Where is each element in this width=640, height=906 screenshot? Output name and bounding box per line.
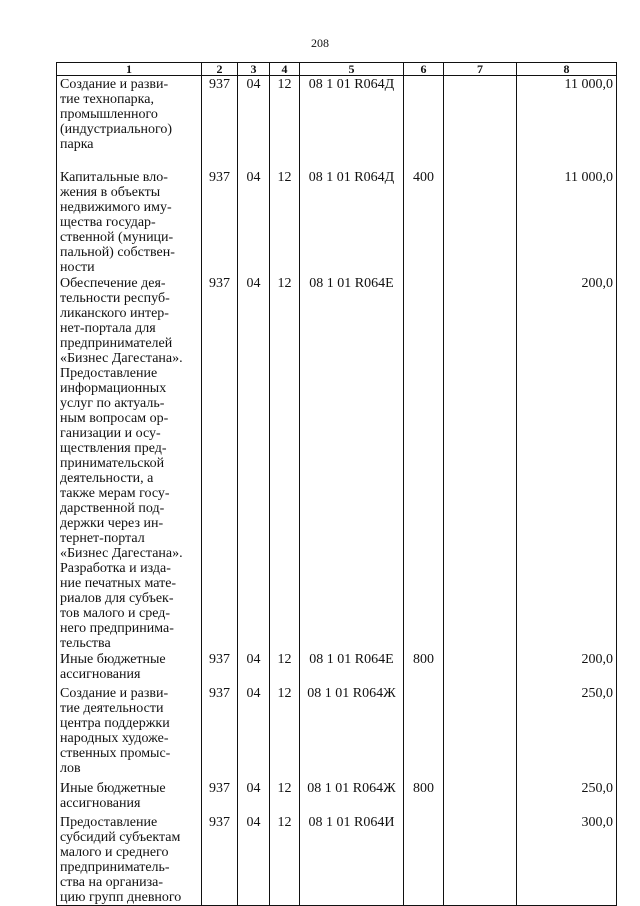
row-code-4-cell-text: 12 bbox=[277, 651, 292, 667]
row-name-cell-text: Иные бюджетные ассигнования bbox=[60, 651, 166, 682]
row-code-4-cell-text: 12 bbox=[277, 685, 292, 701]
row-amount-cell-text: 200,0 bbox=[581, 275, 613, 291]
row-code-2-cell bbox=[202, 76, 238, 169]
row-code-3-cell bbox=[238, 275, 270, 651]
header-cell-5: 5 bbox=[300, 63, 404, 76]
row-amount-cell-text: 200,0 bbox=[581, 651, 613, 667]
row-code-2-cell bbox=[202, 651, 238, 685]
row-amount-cell-text: 11 000,0 bbox=[564, 169, 613, 185]
row-code-6-cell bbox=[404, 814, 444, 906]
row-code-6-cell bbox=[404, 169, 444, 275]
row-amount-cell bbox=[517, 780, 617, 814]
table-row bbox=[57, 651, 617, 685]
row-code-7-cell bbox=[444, 780, 517, 814]
table-body bbox=[57, 76, 617, 906]
row-code-7-cell bbox=[444, 814, 517, 906]
table-row bbox=[57, 76, 617, 169]
row-code-5-cell bbox=[300, 780, 404, 814]
row-code-3-cell bbox=[238, 76, 270, 169]
row-code-4-cell-text: 12 bbox=[277, 77, 292, 92]
row-code-2-cell-text: 937 bbox=[209, 814, 230, 830]
row-code-4-cell bbox=[270, 780, 300, 814]
row-name-cell-text: Создание и разви- тие деятельности центра поддержки народных художе- ственных промыс- лов bbox=[60, 685, 171, 776]
table-row bbox=[57, 780, 617, 814]
row-code-2-cell-text: 937 bbox=[209, 169, 230, 185]
row-code-7-cell bbox=[444, 76, 517, 169]
row-code-3-cell bbox=[238, 814, 270, 906]
header-cell-6: 6 bbox=[404, 63, 444, 76]
row-code-5-cell-text: 08 1 01 R064Д bbox=[308, 77, 395, 92]
row-amount-cell-text: 250,0 bbox=[581, 780, 613, 796]
row-code-2-cell bbox=[202, 275, 238, 651]
row-name-cell bbox=[57, 169, 202, 275]
row-code-4-cell-text: 12 bbox=[277, 169, 292, 185]
header-cell-7: 7 bbox=[444, 63, 517, 76]
row-code-4-cell-text: 12 bbox=[277, 780, 292, 796]
row-name-cell bbox=[57, 685, 202, 780]
row-name-cell bbox=[57, 275, 202, 651]
row-code-2-cell bbox=[202, 814, 238, 906]
row-code-5-cell-text: 08 1 01 R064Е bbox=[309, 651, 394, 667]
row-code-4-cell bbox=[270, 685, 300, 780]
row-code-5-cell bbox=[300, 275, 404, 651]
row-code-5-cell-text: 08 1 01 R064Д bbox=[308, 169, 395, 185]
row-code-3-cell-text: 04 bbox=[246, 169, 261, 185]
row-code-5-cell-text: 08 1 01 R064Ж bbox=[307, 685, 396, 701]
row-code-2-cell-text: 937 bbox=[209, 780, 230, 796]
row-amount-cell bbox=[517, 685, 617, 780]
row-code-3-cell bbox=[238, 685, 270, 780]
row-code-3-cell bbox=[238, 651, 270, 685]
row-amount-cell-text: 11 000,0 bbox=[564, 77, 613, 92]
row-code-7-cell bbox=[444, 275, 517, 651]
row-code-2-cell bbox=[202, 169, 238, 275]
row-code-3-cell-text: 04 bbox=[246, 780, 261, 796]
row-code-3-cell-text: 04 bbox=[246, 275, 261, 291]
row-code-3-cell-text: 04 bbox=[246, 685, 261, 701]
row-name-cell bbox=[57, 814, 202, 906]
row-code-2-cell-text: 937 bbox=[209, 275, 230, 291]
row-amount-cell bbox=[517, 275, 617, 651]
row-code-3-cell-text: 04 bbox=[246, 651, 261, 667]
row-name-cell-text: Иные бюджетные ассигнования bbox=[60, 780, 166, 811]
row-code-7-cell bbox=[444, 169, 517, 275]
row-name-cell-text: Капитальные вло- жения в объекты недвижимого иму- щества государ- ственной (муници- пальной) собствен- ности bbox=[60, 169, 175, 275]
row-code-5-cell bbox=[300, 651, 404, 685]
header-row bbox=[57, 63, 617, 76]
row-code-6-cell bbox=[404, 651, 444, 685]
header-cell-4: 4 bbox=[270, 63, 300, 76]
row-name-cell bbox=[57, 780, 202, 814]
row-code-4-cell bbox=[270, 814, 300, 906]
row-amount-cell bbox=[517, 169, 617, 275]
page-number: 208 bbox=[311, 36, 329, 50]
header-cell-3: 3 bbox=[238, 63, 270, 76]
row-code-4-cell-text: 12 bbox=[277, 814, 292, 830]
row-name-cell-text: Обеспечение дея- тельности респуб- ликанского интер- нет-портала для предпринимателей «Бизнес Дагестана». Предоставление информационных услуг по актуаль- ным вопросам ор- ганизации и осу- ществления пред- принимательской деятельности, а также мерам госу- дарственной под- держки через ин- тернет-портал «Бизнес Дагестана». Разработка и изда- ние печатных мате- риалов для субъек- тов малого и сред- него предпринима- тельства bbox=[60, 275, 183, 651]
row-code-3-cell-text: 04 bbox=[246, 77, 261, 92]
row-code-6-cell bbox=[404, 780, 444, 814]
row-amount-cell bbox=[517, 651, 617, 685]
table-row bbox=[57, 685, 617, 780]
table-row bbox=[57, 814, 617, 906]
row-amount-cell bbox=[517, 814, 617, 906]
row-code-2-cell-text: 937 bbox=[209, 651, 230, 667]
row-code-7-cell bbox=[444, 651, 517, 685]
row-code-5-cell bbox=[300, 169, 404, 275]
row-code-4-cell bbox=[270, 169, 300, 275]
row-code-3-cell bbox=[238, 780, 270, 814]
row-code-6-cell-text: 800 bbox=[413, 651, 434, 667]
row-code-3-cell-text: 04 bbox=[246, 814, 261, 830]
row-name-cell bbox=[57, 76, 202, 169]
table-row bbox=[57, 275, 617, 651]
row-code-4-cell bbox=[270, 651, 300, 685]
row-code-5-cell bbox=[300, 685, 404, 780]
row-name-cell-text: Создание и разви- тие технопарка, промышленного (индустриального) парка bbox=[60, 77, 173, 152]
row-code-5-cell-text: 08 1 01 R064Ж bbox=[307, 780, 396, 796]
budget-table bbox=[56, 62, 617, 906]
row-amount-cell bbox=[517, 76, 617, 169]
row-code-4-cell bbox=[270, 275, 300, 651]
row-code-6-cell bbox=[404, 275, 444, 651]
row-code-4-cell bbox=[270, 76, 300, 169]
row-name-cell bbox=[57, 651, 202, 685]
row-code-4-cell-text: 12 bbox=[277, 275, 292, 291]
row-amount-cell-text: 250,0 bbox=[581, 685, 613, 701]
row-code-5-cell-text: 08 1 01 R064Е bbox=[309, 275, 394, 291]
table-row bbox=[57, 169, 617, 275]
row-code-5-cell bbox=[300, 76, 404, 169]
row-code-6-cell bbox=[404, 76, 444, 169]
row-code-7-cell bbox=[444, 685, 517, 780]
row-amount-cell-text: 300,0 bbox=[581, 814, 613, 830]
header-cell-8: 8 bbox=[517, 63, 617, 76]
row-code-2-cell-text: 937 bbox=[209, 77, 230, 92]
row-code-5-cell-text: 08 1 01 R064И bbox=[308, 814, 395, 830]
row-code-2-cell bbox=[202, 685, 238, 780]
row-code-2-cell bbox=[202, 780, 238, 814]
row-name-cell-text: Предоставление субсидий субъектам малого и среднего предприниматель- ства на организа- цию групп дневного bbox=[60, 814, 182, 905]
row-code-6-cell bbox=[404, 685, 444, 780]
header-cell-2: 2 bbox=[202, 63, 238, 76]
row-code-6-cell-text: 800 bbox=[413, 780, 434, 796]
header-cell-1: 1 bbox=[57, 63, 202, 76]
row-code-3-cell bbox=[238, 169, 270, 275]
row-code-6-cell-text: 400 bbox=[413, 169, 434, 185]
row-code-2-cell-text: 937 bbox=[209, 685, 230, 701]
row-code-5-cell bbox=[300, 814, 404, 906]
